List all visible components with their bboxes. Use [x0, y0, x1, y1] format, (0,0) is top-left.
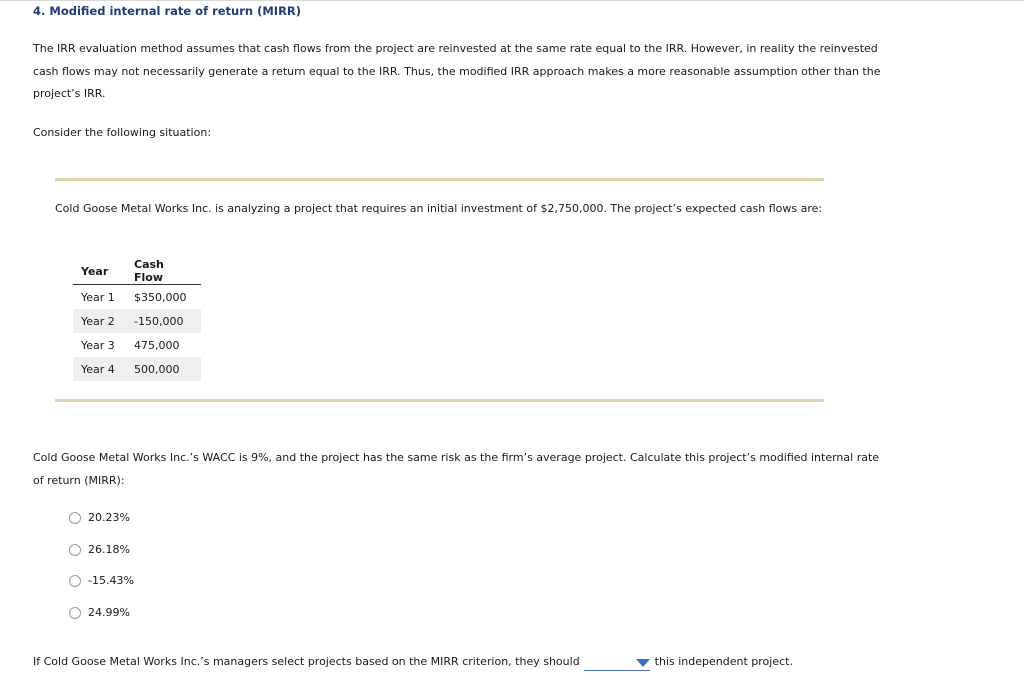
- top-divider: [0, 0, 1024, 1]
- dropdown-caret-icon[interactable]: [636, 659, 650, 667]
- cash-flow-cell: $350,000: [134, 290, 187, 304]
- radio-button-icon[interactable]: [69, 575, 81, 587]
- cash-flow-cell: 500,000: [126, 357, 201, 381]
- answer-option[interactable]: [69, 604, 134, 636]
- table-row: [73, 357, 201, 381]
- question-text: Cold Goose Metal Works Inc.’s WACC is 9%, and the project has the same risk as the firm’s average project. Calculate this project’s modified internal rate of return (MIRR):: [33, 451, 880, 487]
- scenario-bottom-divider: [55, 399, 824, 402]
- decision-suffix: this independent project.: [654, 655, 793, 668]
- section-heading: 4. Modified internal rate of return (MIRR): [33, 4, 302, 18]
- decision-prefix: If Cold Goose Metal Works Inc.’s managers select projects based on the MIRR criterion, they should: [33, 655, 580, 668]
- year-column-header: Year: [73, 258, 126, 285]
- decision-sentence: [33, 651, 793, 673]
- answer-option-label: 20.23%: [88, 511, 130, 524]
- cash-flow-cell: 475,000: [134, 338, 180, 352]
- table-row: [73, 309, 201, 333]
- year-cell: Year 2: [73, 309, 126, 333]
- answer-option[interactable]: [69, 509, 134, 541]
- year-cell: Year 3: [81, 338, 115, 352]
- cash-flow-cell: -150,000: [126, 309, 201, 333]
- answer-option-label: -15.43%: [88, 574, 134, 587]
- table-row: [73, 333, 201, 357]
- radio-button-icon[interactable]: [69, 607, 81, 619]
- answer-option[interactable]: [69, 541, 134, 573]
- cash-flow-column-header: Cash Flow: [126, 258, 201, 285]
- scenario-top-divider: [55, 178, 824, 181]
- consider-text: Consider the following situation:: [33, 126, 212, 139]
- cash-flow-table: [73, 258, 201, 381]
- radio-button-icon[interactable]: [69, 544, 81, 556]
- year-cell: Year 1: [81, 290, 115, 304]
- decision-dropdown[interactable]: [584, 654, 650, 671]
- table-row: [73, 285, 201, 310]
- table-header-row: [73, 258, 201, 285]
- intro-paragraph: The IRR evaluation method assumes that cash flows from the project are reinvested at the same rate equal to the IRR. However, in reality the reinvested cash flows may not necessarily generate a return equal to the IRR. Thus, the modified IRR approach makes a more reasonable assumption other than the project’s IRR.: [33, 42, 881, 100]
- answer-option[interactable]: [69, 572, 134, 604]
- answer-options: [69, 509, 134, 635]
- scenario-text: Cold Goose Metal Works Inc. is analyzing a project that requires an initial investment of $2,750,000. The project’s expected cash flows are:: [55, 202, 823, 215]
- answer-option-label: 24.99%: [88, 605, 130, 619]
- year-cell: Year 4: [73, 357, 126, 381]
- radio-button-icon[interactable]: [69, 512, 81, 524]
- answer-option-label: 26.18%: [88, 542, 130, 556]
